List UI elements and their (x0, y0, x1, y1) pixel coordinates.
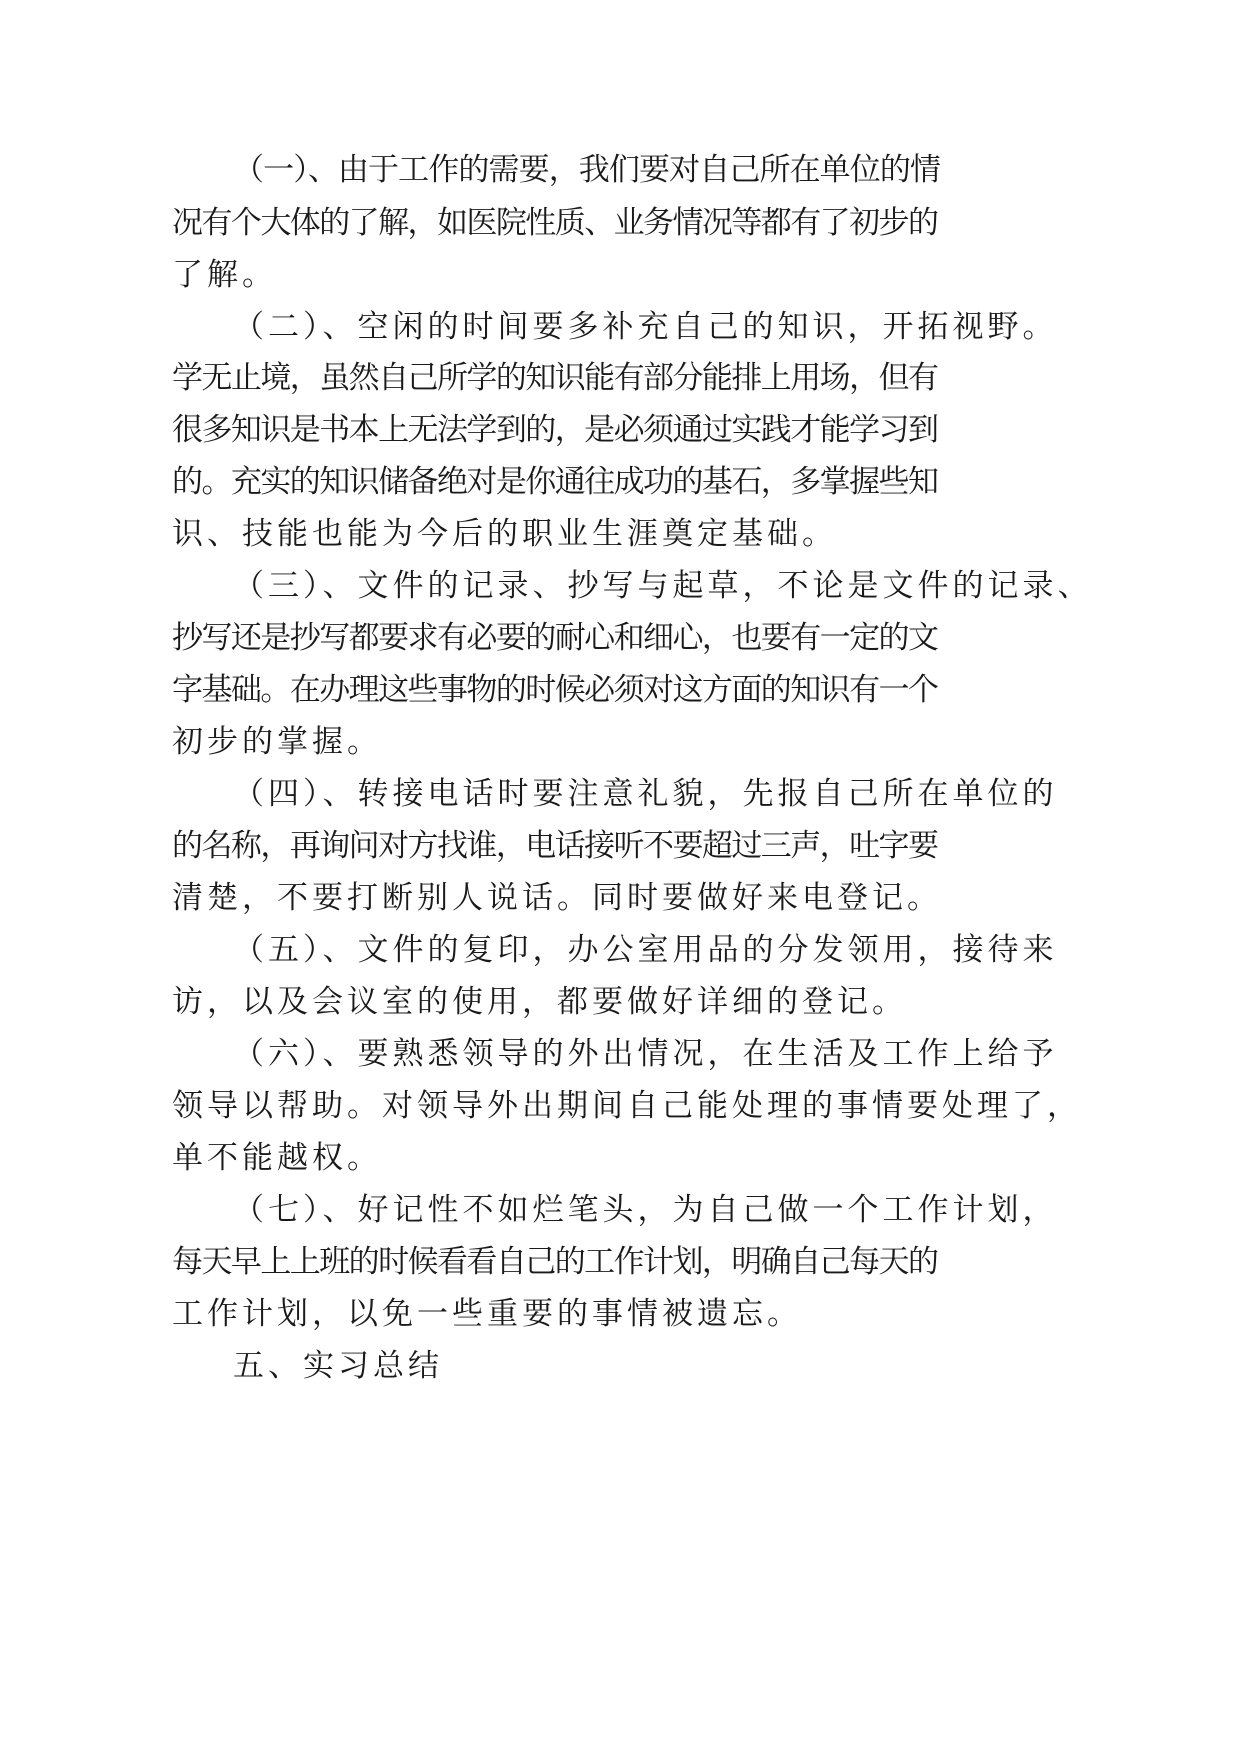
paragraph-line: 识、技能也能为今后的职业生涯奠定基础。 (172, 516, 837, 552)
paragraph-line: 很多知识是书本上无法学到的，是必须通过实践才能学习到 (172, 412, 938, 448)
paragraph-line: （三）、文件的记录、抄写与起草，不论是文件的记录、 (233, 568, 1093, 604)
paragraph-line: 了解。 (172, 257, 277, 293)
paragraph-line: 学无止境，虽然自己所学的知识能有部分能排上用场，但有 (172, 360, 938, 396)
paragraph-line: 领导以帮助。对领导外出期间自己能处理的事情要处理了， (172, 1088, 1082, 1124)
paragraph-line: （一）、由于工作的需要，我们要对自己所在单位的情 (233, 152, 941, 188)
paragraph-line: 字基础。在办理这些事物的时候必须对这方面的知识有一个 (172, 672, 938, 708)
paragraph-line: 工作计划，以免一些重要的事情被遗忘。 (172, 1296, 802, 1332)
paragraph-line: 单不能越权。 (172, 1140, 382, 1176)
paragraph-line: （四）、转接电话时要注意礼貌，先报自己所在单位的 (233, 776, 1058, 812)
paragraph-line: （五）、文件的复印，办公室用品的分发领用，接待来 (233, 932, 1058, 968)
paragraph-line: 抄写还是抄写都要求有必要的耐心和细心，也要有一定的文 (172, 620, 938, 656)
section-heading: 五、实习总结 (233, 1348, 443, 1384)
paragraph-line: 清楚，不要打断别人说话。同时要做好来电登记。 (172, 880, 942, 916)
paragraph-line: 的名称，再询问对方找谁，电话接听不要超过三声，吐字要 (172, 828, 938, 864)
paragraph-line: （六）、要熟悉领导的外出情况，在生活及工作上给予 (233, 1036, 1058, 1072)
paragraph-line: 访，以及会议室的使用，都要做好详细的登记。 (172, 984, 907, 1020)
paragraph-line: 每天早上上班的时候看看自己的工作计划，明确自己每天的 (172, 1244, 938, 1280)
paragraph-line: （二）、空闲的时间要多补充自己的知识，开拓视野。 (233, 309, 1058, 345)
paragraph-line: 的。充实的知识储备绝对是你通往成功的基石，多掌握些知 (172, 464, 938, 500)
paragraph-line: 况有个大体的了解，如医院性质、业务情况等都有了初步的 (172, 205, 938, 241)
paragraph-line: （七）、好记性不如烂笔头，为自己做一个工作计划， (233, 1192, 1058, 1228)
paragraph-line: 初步的掌握。 (172, 724, 382, 760)
